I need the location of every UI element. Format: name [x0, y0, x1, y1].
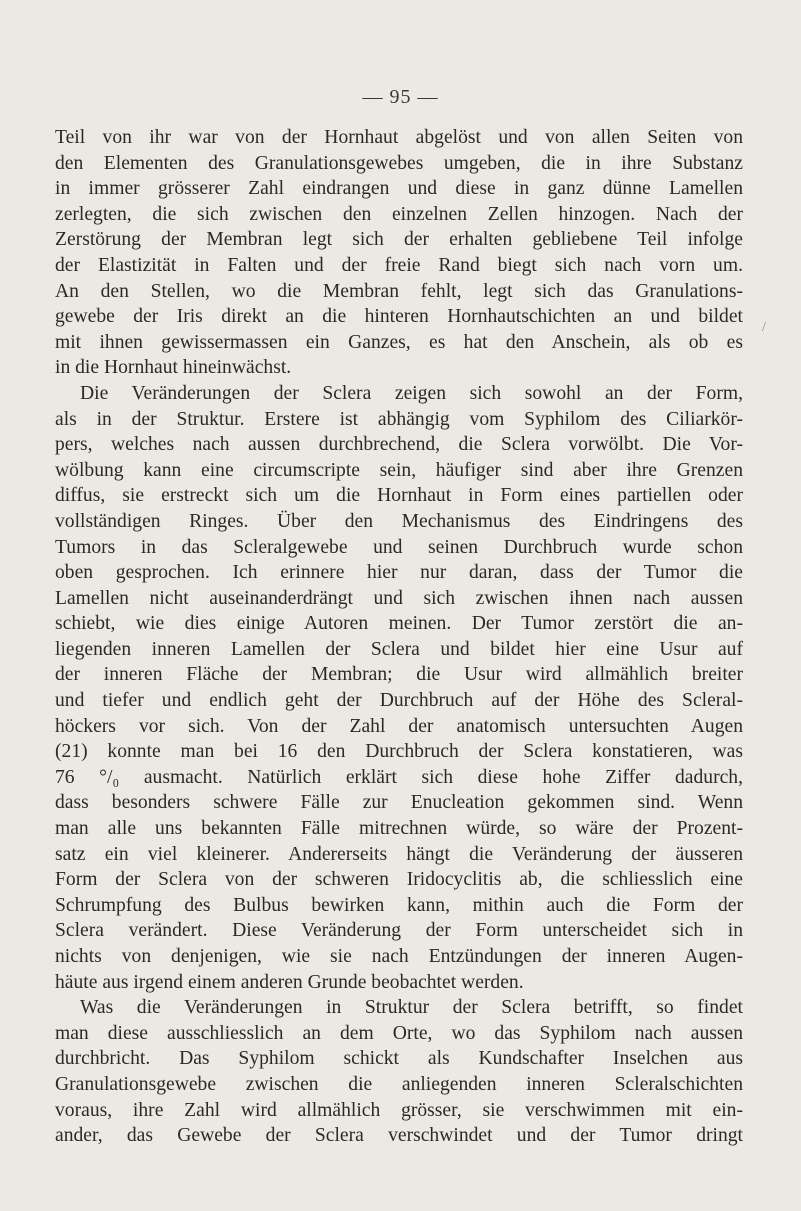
text-line: höckers vor sich. Von der Zahl der anatomisch untersuchten Augen: [55, 715, 743, 737]
text-line: als in der Struktur. Erstere ist abhängig vom Syphilom des Ciliarkör-: [55, 408, 743, 430]
page-number: — 95 —: [362, 86, 439, 108]
text-line: Form der Sclera von der schweren Iridocyclitis ab, die schliesslich eine: [55, 869, 743, 891]
text-line: vollständigen Ringes. Über den Mechanismus des Eindringens des: [55, 510, 743, 532]
text-line: man alle uns bekannten Fälle mitrechnen würde, so wäre der Prozent-: [55, 818, 743, 840]
text-line: Sclera verändert. Diese Veränderung der Form unterscheidet sich in: [55, 920, 743, 942]
paragraph-start-line: Die Veränderungen der Sclera zeigen sich sowohl an der Form,: [80, 382, 743, 404]
text-line: Lamellen nicht auseinanderdrängt und sich zwischen ihnen nach aussen: [55, 587, 743, 609]
text-line: nichts von denjenigen, wie sie nach Entzündungen der inneren Augen-: [55, 946, 743, 967]
paragraph-start-line: Was die Veränderungen in Struktur der Sclera betrifft, so findet: [80, 997, 743, 1019]
text-line: voraus, ihre Zahl wird allmählich grösser, sie verschwimmen mit ein-: [55, 1099, 743, 1121]
text-line: satz ein viel kleinerer. Andererseits hängt die Veränderung der äusseren: [55, 843, 743, 865]
text-line: Granulationsgewebe zwischen die anliegenden inneren Scleralschichten: [55, 1073, 743, 1095]
text-line: oben gesprochen. Ich erinnere hier nur daran, dass der Tumor die: [55, 562, 743, 584]
text-line: 76 °/₀ ausmacht. Natürlich erklärt sich diese hohe Ziffer dadurch,: [55, 766, 743, 788]
text-line: und tiefer und endlich geht der Durchbruch auf der Höhe des Scleral-: [55, 690, 743, 712]
text-line: wölbung kann eine circumscripte sein, häufiger sind aber ihre Grenzen: [55, 459, 743, 481]
text-line: liegenden inneren Lamellen der Sclera und bildet hier eine Usur auf: [55, 638, 743, 660]
text-line: pers, welches nach aussen durchbrechend, die Sclera vorwölbt. Die Vor-: [55, 434, 743, 456]
text-line: (21) konnte man bei 16 den Durchbruch der Sclera konstatieren, was: [55, 741, 743, 763]
text-line: man diese ausschliesslich an dem Orte, wo das Syphilom nach aussen: [55, 1022, 743, 1044]
text-line: in immer grösserer Zahl eindrangen und diese in ganz dünne Lamellen: [55, 178, 743, 200]
body-text: [55, 125, 743, 1149]
text-line: zerlegten, die sich zwischen den einzelnen Zellen hinzogen. Nach der: [55, 203, 743, 225]
text-line: durchbricht. Das Syphilom schickt als Kundschafter Inselchen aus: [55, 1048, 743, 1070]
text-line: den Elementen des Granulationsgewebes umgeben, die in ihre Substanz: [55, 152, 743, 174]
text-line: ander, das Gewebe der Sclera verschwindet und der Tumor dringt: [55, 1125, 743, 1147]
text-line: Tumors in das Scleralgewebe und seinen Durchbruch wurde schon: [55, 536, 743, 558]
text-line: Zerstörung der Membran legt sich der erhalten gebliebene Teil infolge: [55, 229, 743, 251]
text-line: der Elastizität in Falten und der freie Rand biegt sich nach vorn um.: [55, 254, 743, 276]
text-line: Teil von ihr war von der Hornhaut abgelöst und von allen Seiten von: [55, 127, 743, 148]
text-line: Schrumpfung des Bulbus bewirken kann, mithin auch die Form der: [55, 894, 743, 916]
text-line: der inneren Fläche der Membran; die Usur wird allmählich breiter: [55, 664, 743, 686]
text-line: schiebt, wie dies einige Autoren meinen. Der Tumor zerstört die an-: [55, 613, 743, 635]
text-line: An den Stellen, wo die Membran fehlt, legt sich das Granulations-: [55, 280, 743, 302]
text-line: mit ihnen gewissermassen ein Ganzes, es hat den Anschein, als ob es: [55, 331, 743, 353]
text-line: dass besonders schwere Fälle zur Enucleation gekommen sind. Wenn: [55, 792, 743, 814]
text-line: gewebe der Iris direkt an die hinteren Hornhautschichten an und bildet: [55, 306, 743, 328]
paragraph-end-line: in die Hornhaut hineinwächst.: [55, 357, 292, 379]
text-line: diffus, sie erstreckt sich um die Hornhaut in Form eines partiellen oder: [55, 485, 743, 507]
paragraph-end-line: häute aus irgend einem anderen Grunde beobachtet werden.: [55, 971, 524, 993]
margin-pencil-mark: /: [762, 320, 766, 335]
